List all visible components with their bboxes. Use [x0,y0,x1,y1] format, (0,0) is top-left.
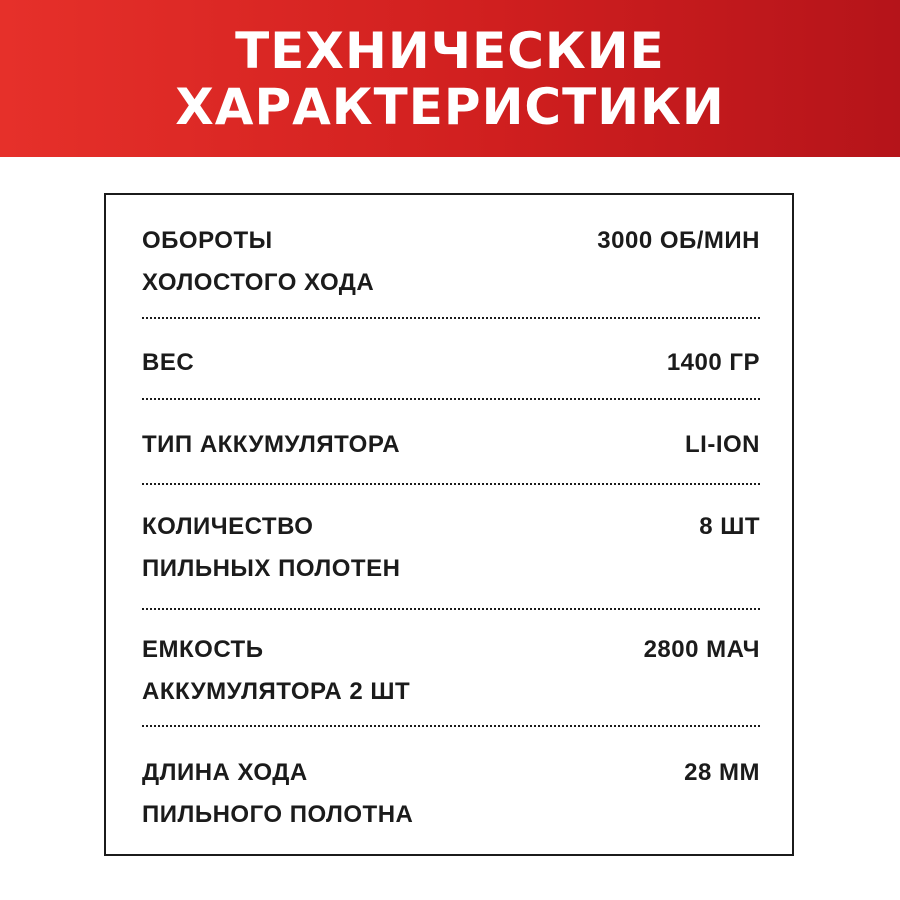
spec-value: 28 ММ [684,759,760,786]
dotted-divider [142,483,760,485]
spec-row-battery-capacity [142,629,760,713]
spec-row-battery-type [142,424,760,466]
spec-value: 2800 МАЧ [643,636,760,663]
spec-label-line: ПИЛЬНЫХ ПОЛОТЕН [142,555,401,582]
spec-label-line: ВЕС [142,349,195,376]
spec-label-line: ПИЛЬНОГО ПОЛОТНА [142,801,414,828]
spec-row-blade-count [142,506,760,590]
spec-label-line: КОЛИЧЕСТВО [142,513,314,540]
page-title-line-1: ТЕХНИЧЕСКИЕ [235,21,665,80]
spec-label [142,752,413,836]
spec-label [142,424,400,466]
spec-label-line: ХОЛОСТОГО ХОДА [142,269,375,296]
spec-label [142,629,410,713]
spec-label-line: ТИП АККУМУЛЯТОРА [142,431,401,458]
spec-row-stroke-length [142,752,760,836]
spec-row-idle-speed [142,220,760,304]
spec-label-line: ОБОРОТЫ [142,227,273,254]
spec-label [142,220,374,304]
spec-value: 8 ШТ [699,513,760,540]
spec-label [142,342,194,384]
dotted-divider [142,725,760,727]
spec-label-line: ДЛИНА ХОДА [142,759,308,786]
spec-table [104,193,794,856]
spec-row-weight [142,342,760,384]
spec-value: 1400 ГР [666,349,760,376]
header-banner [0,0,900,157]
spec-value: LI-ION [685,431,760,458]
spec-label [142,506,400,590]
dotted-divider [142,398,760,400]
page-title-line-2: ХАРАКТЕРИСТИКИ [175,77,725,136]
spec-label-line: АККУМУЛЯТОРА 2 ШТ [142,678,411,705]
dotted-divider [142,317,760,319]
dotted-divider [142,608,760,610]
spec-value: 3000 ОБ/МИН [597,227,760,254]
spec-label-line: ЕМКОСТЬ [142,636,264,663]
